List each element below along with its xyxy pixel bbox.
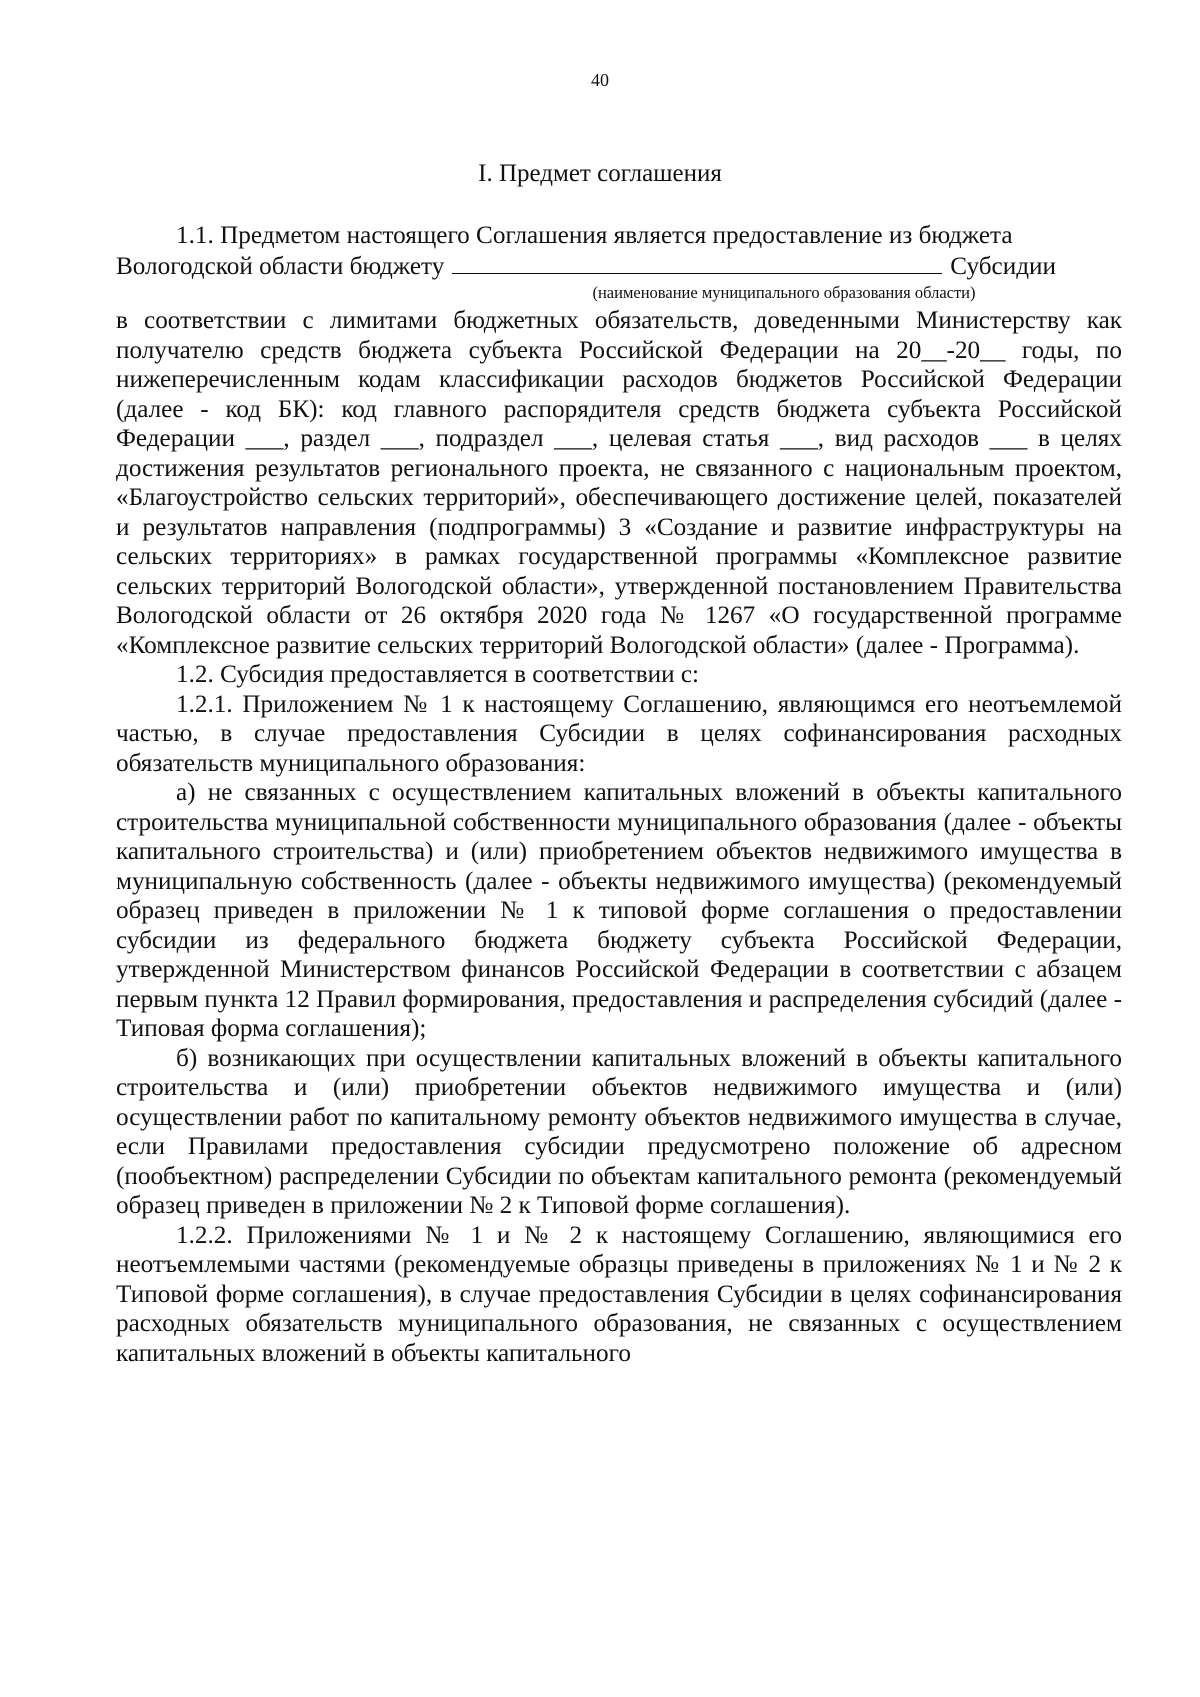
paragraph-item-a: а) не связанных с осуществлением капитальных вложений в объекты капитального строительства муниципальной собственности муниципального образования (далее - объекты капитального строительства) и (или) приобретением объектов недвижимого имущества в муниципальную собственность (далее - объекты недвижимого имущества) (рекомендуемый образец приведен в приложении № 1 к типовой форме соглашения о предоставлении субсидии из федерального бюджета бюджету субъекта Российской Федерации, утвержденной Министерством финансов Российской Федерации в соответствии с абзацем первым пункта 12 Правил формирования, предоставления и распределения субсидий (далее - Типовая форма соглашения); <box>116 779 1122 1042</box>
paragraph-1-2-2: 1.2.2. Приложениями № 1 и № 2 к настоящему Соглашению, являющимися его неотъемлемыми частями (рекомендуемые образцы приведены в приложениях № 1 и № 2 к Типовой форме соглашения), в случае предоставления Субсидии в целях софинансирования расходных обязательств муниципального образования, не связанных с осуществлением капитальных вложений в объекты капитального <box>116 1221 1122 1367</box>
paragraph-1-2: 1.2. Субсидия предоставляется в соответствии с: <box>176 661 700 688</box>
paragraph-1-1-line-2-start: Вологодской области бюджету <box>116 252 445 280</box>
page-number: 40 <box>591 70 609 90</box>
paragraph-1-2-1: 1.2.1. Приложением № 1 к настоящему Соглашению, являющимся его неотъемлемой частью, в случае предоставления Субсидии в целях софинансирования расходных обязательств муниципального образования: <box>116 690 1122 777</box>
paragraph-1-1-line-1: 1.1. Предметом настоящего Соглашения является предоставление из бюджета <box>176 222 1013 249</box>
paragraph-1-1-rest: в соответствии с лимитами бюджетных обязательств, доведенными Министерству как получателю средств бюджета субъекта Российской Федерации на 20__-20__ годы, по нижеперечисленным кодам классификации расходов бюджетов Российской Федерации (далее - код БК): код главного распорядителя средств бюджета субъекта Российской Федерации ___, раздел ___, подраздел ___, целевая статья ___, вид расходов ___ в целях достижения результатов регионального проекта, не связанного с национальным проектом, «Благоустройство сельских территорий», обеспечивающего достижение целей, показателей и результатов направления (подпрограммы) 3 «Создание и развитие инфраструктуры на сельских территориях» в рамках государственной программы «Комплексное развитие сельских территорий Вологодской области», утвержденной постановлением Правительства Вологодской области от 26 октября 2020 года № 1267 «О государственной программе «Комплексное развитие сельских территорий Вологодской области» (далее - Программа). <box>116 307 1122 659</box>
municipality-name-blank <box>452 251 942 274</box>
municipality-name-caption: (наименование муниципального образования области) <box>592 283 976 302</box>
paragraph-1-1-line-2 <box>116 251 1122 282</box>
paragraph-1-1-line-2-end: Субсидии <box>950 252 1056 280</box>
section-title: I. Предмет соглашения <box>478 160 722 187</box>
paragraph-item-b: б) возникающих при осуществлении капитальных вложений в объекты капитального строительства и (или) приобретении объектов недвижимого имущества и (или) осуществлении работ по капитальному ремонту объектов недвижимого имущества в случае, если Правилами предоставления субсидии предусмотрено положение об адресном (пообъектном) распределении Субсидии по объектам капитального ремонта (рекомендуемый образец приведен в приложении № 2 к Типовой форме соглашения). <box>116 1044 1122 1219</box>
document-body <box>116 221 1122 1368</box>
